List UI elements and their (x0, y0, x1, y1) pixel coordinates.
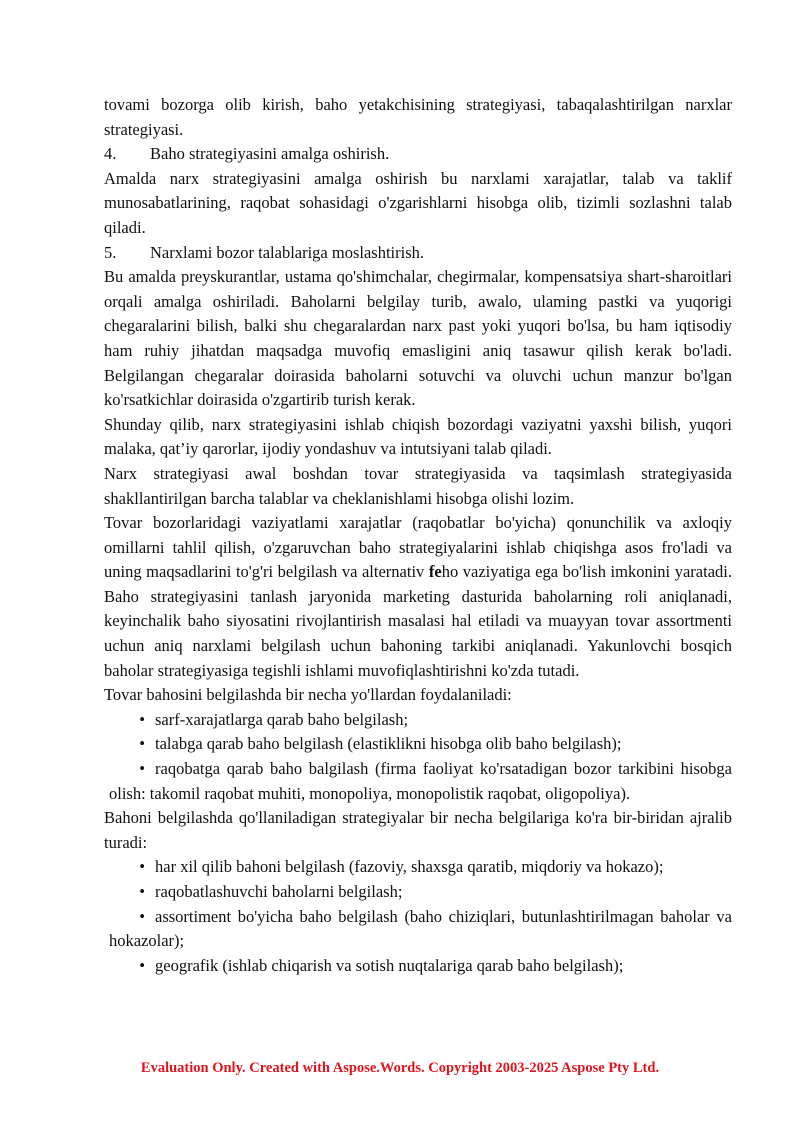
list-item (104, 880, 732, 905)
bullet-icon: • (139, 906, 145, 926)
list-number: 4. (104, 144, 117, 164)
bullet-icon: • (139, 759, 145, 779)
list-item (104, 855, 732, 880)
list-item (104, 732, 732, 757)
list-item-text: assortiment bo'yicha baho belgilash (baho chiziqlari, butunlashtirilmagan baholar va hokazolar); (109, 906, 732, 951)
heading-text: Narxlami bozor talablariga moslashtirish. (150, 242, 425, 262)
list-item-text: raqobatlashuvchi baholarni belgilash; (155, 882, 403, 901)
paragraph: Tovar bahosini belgilashda bir necha yo'llardan foydalaniladi: (104, 685, 512, 705)
bullet-icon: • (139, 882, 145, 901)
text-run: Tovar bozorlaridagi vaziyatlami xarajatlar (raqobatlar bo'yicha) qonunchilik va axloqiy omillarni tahlil qilish, o'zgaruvchan baho strategiyalarini ishlab chiqishga asos fro'ladi va uning maqsadlarini to'g'ri belgilash va alternativ (104, 513, 732, 582)
list-item (104, 757, 732, 806)
bullet-icon: • (139, 734, 145, 754)
list-number: 5. (104, 242, 117, 262)
bold-run: fe (428, 562, 442, 582)
bullet-list-strategies (104, 855, 732, 978)
list-item-text: sarf-xarajatlarga qarab baho belgilash; (155, 709, 409, 729)
list-item-text: har xil qilib bahoni belgilash (fazoviy, shaxsga qaratib, miqdoriy va hokazo); (155, 857, 664, 877)
paragraph: Bu amalda preyskurantlar, ustama qo'shimchalar, chegirmalar, kompensatsiya shart-sharoitlari orqali amalga oshiriladi. Baholarni belgilay turib, awalo, ulaming pastki va yuqorigi chegaralarini bilish, balki shu chegaralardan narx past yoki yuqori bo'lsa, bu ham iqtisodiy ham ruhiy jihatdan maqsadga muvofiq emasligini aniq tasawur qilish kerak bo'ladi. Belgilangan chegaralar doirasida baholarni sotuvchi va oluvchi uchun manzur bo'lgan ko'rsatkichlar doirasida o'zgartirib turish kerak. (104, 267, 732, 410)
list-item-text: talabga qarab baho belgilash (elastiklikni hisobga olib baho belgilash); (155, 734, 622, 754)
document-body (104, 93, 732, 978)
paragraph: Bahoni belgilashda qo'llaniladigan strategiyalar bir necha belgilariga ko'ra bir-biridan ajralib turadi: (104, 808, 732, 852)
text-run: ho vaziyatiga ega bo'lish imkonini yaratadi. Baho strategiyasini tanlash jaryonida marketing dasturida baholarning roli aniqlanadi, keyinchalik baho siyosatini rivojlantirish masalasi hal etiladi va muayyan tovar assortmenti uchun aniq narxlami belgilash uchun bahoning tarkibi aniqlanadi. Yakunlovchi bosqich baholar strategiyasiga tegishli ishlami muvofiqlashtirishni ko'zda tutadi. (104, 562, 732, 680)
list-item (104, 954, 732, 979)
paragraph (104, 511, 732, 683)
paragraph: Narx strategiyasi awal boshdan tovar strategiyasida va taqsimlash strategiyasida shakllantirilgan barcha talablar va cheklanishlami hisobga olishi lozim. (104, 463, 732, 508)
numbered-heading-5 (104, 241, 732, 266)
numbered-heading-4 (104, 142, 732, 167)
heading-text: Baho strategiyasini amalga oshirish. (150, 144, 390, 164)
list-item (104, 905, 732, 954)
paragraph: Amalda narx strategiyasini amalga oshirish bu narxlami xarajatlar, talab va taklif munosabatlarining, raqobat sohasidagi o'zgarishlarni hisobga olib, tizimli sozlashni talab qiladi. (104, 168, 732, 237)
bullet-list-methods (104, 708, 732, 806)
list-item (104, 708, 732, 733)
bullet-icon: • (139, 955, 145, 975)
bullet-icon: • (139, 857, 145, 877)
list-item-text: geografik (ishlab chiqarish va sotish nuqtalariga qarab baho belgilash); (155, 955, 624, 975)
paragraph: tovami bozorga olib kirish, baho yetakchisining strategiyasi, tabaqalashtirilgan narxlar strategiyasi. (104, 95, 732, 139)
bullet-icon: • (139, 709, 145, 729)
evaluation-watermark-footer: Evaluation Only. Created with Aspose.Words. Copyright 2003-2025 Aspose Pty Ltd. (140, 1060, 660, 1076)
list-item-text: raqobatga qarab baho balgilash (firma faoliyat ko'rsatadigan bozor tarkibini hisobga olish: takomil raqobat muhiti, monopoliya, monopolistik raqobat, oligopoliya). (109, 759, 732, 803)
paragraph: Shunday qilib, narx strategiyasini ishlab chiqish bozordagi vaziyatni yaxshi bilish, yuqori malaka, qat’iy qarorlar, ijodiy yondashuv va intutsiyani talab qiladi. (104, 414, 732, 459)
